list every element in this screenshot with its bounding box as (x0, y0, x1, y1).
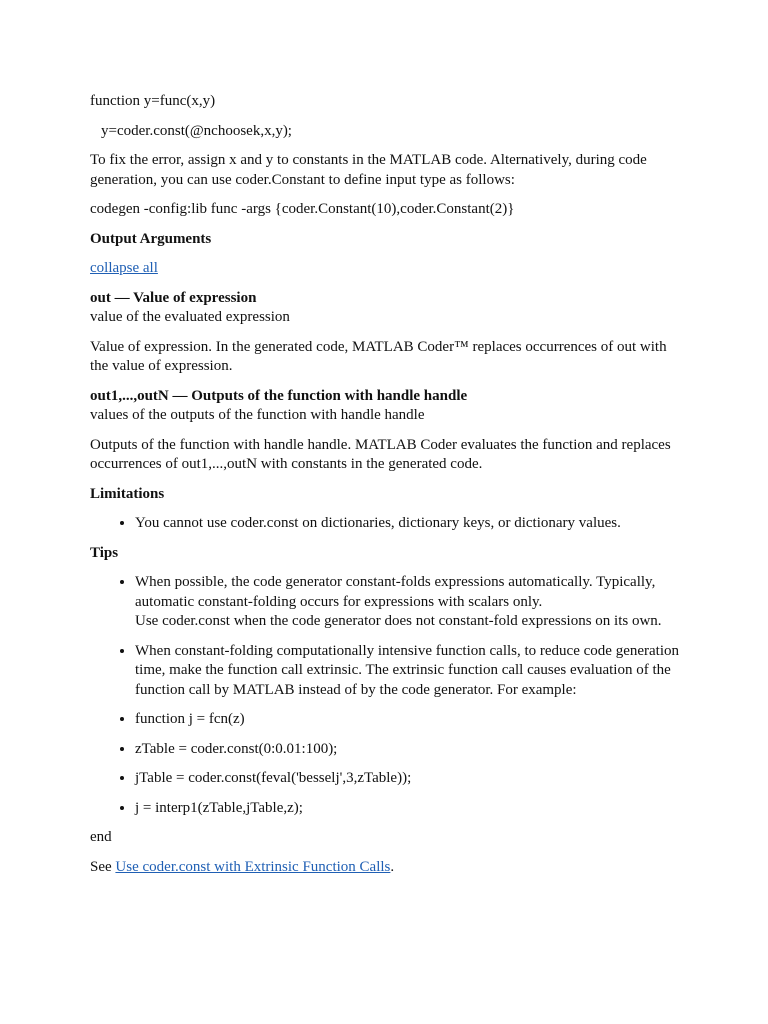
tip-text: Use coder.const when the code generator does not constant-fold expressions on its own. (135, 613, 662, 629)
argument-title[interactable]: out1,...,outN — Outputs of the function with handle handle (90, 387, 468, 404)
argument-subtitle: values of the outputs of the function with handle handle (90, 407, 425, 423)
tips-heading: Tips (90, 544, 119, 561)
argument-description: Outputs of the function with handle handle. MATLAB Coder evaluates the function and replaces occurrences of out1,...,outN with constants in the generated code. (90, 436, 671, 472)
end-keyword: end (90, 829, 112, 845)
output-argument-out (90, 289, 680, 377)
see-prefix: See (90, 858, 116, 875)
list-item: • When constant-folding computationally intensive function calls, to reduce code generation time, make the function call extrinsic. The extrinsic function call causes evaluation of the function call by MATLAB instead of by the code generator. For example: (135, 642, 680, 701)
tip-text: • When possible, the code generator constant-folds expressions automatically. Typically, automatic constant-folding occurs for expressions with scalars only. (135, 574, 656, 610)
output-arguments-heading: Output Arguments (90, 230, 212, 247)
document-page (90, 92, 680, 887)
see-suffix: . (390, 858, 395, 875)
tips-list (90, 573, 680, 818)
argument-subtitle: value of the evaluated expression (90, 309, 290, 325)
see-also (90, 858, 680, 878)
list-item: • zTable = coder.const(0:0.01:100); (135, 740, 680, 760)
argument-title[interactable]: out — Value of expression (90, 289, 257, 306)
limitations-list (90, 514, 680, 534)
output-argument-outn (90, 387, 680, 475)
code-line-const: y=coder.const(@nchoosek,x,y); (101, 122, 292, 139)
list-item: • You cannot use coder.const on dictionaries, dictionary keys, or dictionary values. (135, 514, 680, 534)
collapse-all-link[interactable]: collapse all (90, 260, 158, 276)
list-item (135, 573, 680, 632)
code-line-function: function y=func(x,y) (90, 93, 216, 109)
codegen-command: codegen -config:lib func -args {coder.Constant(10),coder.Constant(2)} (90, 201, 515, 217)
fix-paragraph: To fix the error, assign x and y to constants in the MATLAB code. Alternatively, during code generation, you can use coder.Constant to define input type as follows: (90, 152, 647, 188)
list-item: • j = interp1(zTable,jTable,z); (135, 799, 680, 819)
list-item: • jTable = coder.const(feval('besselj',3,zTable)); (135, 769, 680, 789)
collapse-all-row (90, 259, 680, 279)
extrinsic-calls-link[interactable]: Use coder.const with Extrinsic Function Calls (115, 858, 391, 875)
limitations-heading: Limitations (90, 485, 165, 502)
list-item: • function j = fcn(z) (135, 710, 680, 730)
argument-description: Value of expression. In the generated code, MATLAB Coder™ replaces occurrences of out with the value of expression. (90, 338, 667, 374)
